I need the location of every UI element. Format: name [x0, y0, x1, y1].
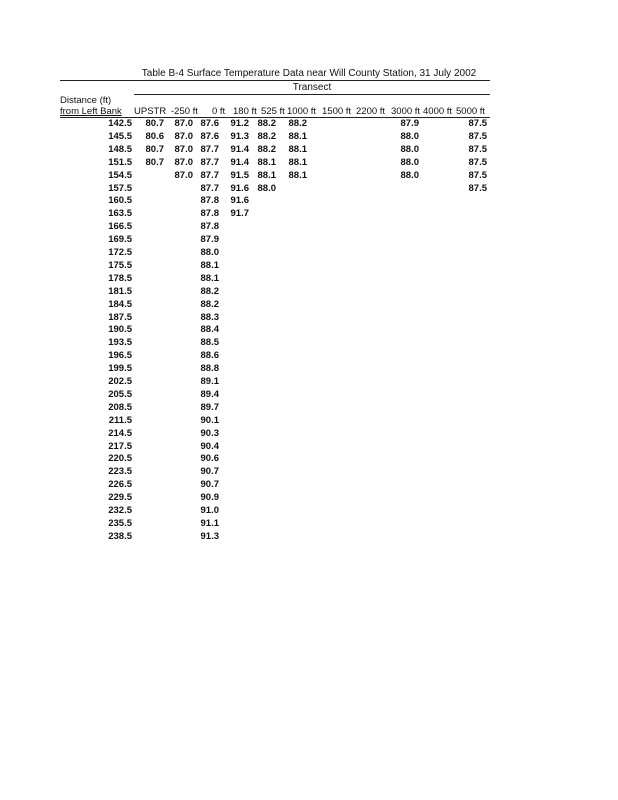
- temperature-cell: 88.2: [200, 298, 219, 310]
- distance-cell: 145.5: [108, 130, 132, 142]
- temperature-cell: 87.8: [200, 221, 219, 233]
- header-top-rule: [60, 80, 490, 81]
- distance-cell: 202.5: [108, 376, 132, 387]
- temperature-cell: 91.1: [200, 517, 219, 529]
- temperature-cell: 88.1: [257, 156, 276, 168]
- distance-cell: 211.5: [108, 414, 132, 426]
- temperature-cell: 89.7: [200, 401, 219, 413]
- temperature-cell: 88.0: [400, 156, 419, 168]
- temperature-cell: 90.7: [200, 479, 219, 491]
- distance-cell: 181.5: [108, 285, 132, 297]
- column-header: 4000 ft: [423, 106, 453, 117]
- temperature-cell: 87.5: [468, 156, 487, 168]
- temperature-cell: 87.5: [468, 182, 487, 194]
- distance-cell: 235.5: [108, 517, 132, 529]
- temperature-cell: 87.7: [200, 143, 219, 155]
- temperature-cell: 88.0: [400, 143, 419, 155]
- column-header: 180 ft: [233, 106, 257, 117]
- distance-cell: 169.5: [108, 234, 132, 246]
- distance-cell: 154.5: [108, 169, 132, 181]
- temperature-cell: 88.8: [200, 363, 219, 375]
- temperature-cell: 88.2: [257, 130, 276, 142]
- temperature-cell: 80.6: [145, 130, 164, 142]
- table-title: Table B-4 Surface Temperature Data near Will County Station, 31 July 2002: [141, 68, 477, 79]
- temperature-cell: 88.2: [288, 118, 307, 129]
- distance-cell: 193.5: [108, 337, 132, 349]
- distance-cell: 163.5: [108, 208, 132, 220]
- temperature-cell: 80.7: [145, 118, 164, 129]
- temperature-cell: 87.9: [200, 234, 219, 246]
- temperature-cell: 91.7: [230, 208, 249, 220]
- distance-cell: 190.5: [108, 324, 132, 336]
- temperature-cell: 87.0: [174, 130, 193, 142]
- temperature-cell: 88.2: [200, 285, 219, 297]
- temperature-cell: 88.0: [200, 247, 219, 258]
- distance-cell: 172.5: [108, 247, 132, 258]
- column-header: 1500 ft: [322, 106, 352, 117]
- temperature-cell: 87.0: [174, 169, 193, 181]
- temperature-cell: 88.1: [257, 169, 276, 181]
- temperature-cell: 80.7: [145, 143, 164, 155]
- temperature-cell: 87.5: [468, 130, 487, 142]
- temperature-cell: 89.4: [200, 388, 219, 400]
- distance-label-line1: Distance (ft): [60, 95, 112, 106]
- temperature-cell: 87.8: [200, 195, 219, 207]
- distance-cell: 208.5: [108, 401, 132, 413]
- temperature-cell: 90.9: [200, 492, 219, 504]
- temperature-cell: 87.7: [200, 156, 219, 168]
- distance-cell: 166.5: [108, 221, 132, 233]
- distance-cell: 232.5: [108, 505, 132, 516]
- temperature-cell: 87.0: [174, 143, 193, 155]
- distance-cell: 187.5: [108, 311, 132, 323]
- column-header: 525 ft: [261, 106, 285, 117]
- temperature-cell: 91.6: [230, 182, 249, 194]
- temperature-cell: 88.0: [257, 182, 276, 194]
- temperature-cell: 88.0: [400, 169, 419, 181]
- distance-cell: 178.5: [108, 272, 132, 284]
- distance-cell: 205.5: [108, 388, 132, 400]
- distance-cell: 199.5: [108, 363, 132, 375]
- temperature-cell: 88.2: [257, 118, 276, 129]
- distance-cell: 160.5: [108, 195, 132, 207]
- distance-cell: 175.5: [108, 259, 132, 271]
- temperature-cell: 90.3: [200, 427, 219, 439]
- transect-rule: [134, 94, 490, 95]
- distance-label-line2: from Left Bank: [60, 106, 122, 117]
- temperature-cell: 91.6: [230, 195, 249, 207]
- temperature-cell: 87.0: [174, 118, 193, 129]
- column-header: -250 ft: [171, 106, 198, 117]
- temperature-cell: 91.0: [200, 505, 219, 516]
- temperature-cell: 91.2: [230, 118, 249, 129]
- column-header: 1000 ft: [287, 106, 317, 117]
- distance-cell: 157.5: [108, 182, 132, 194]
- temperature-cell: 88.5: [200, 337, 219, 349]
- temperature-cell: 80.7: [145, 156, 164, 168]
- temperature-cell: 88.4: [200, 324, 219, 336]
- temperature-cell: 91.4: [230, 156, 249, 168]
- distance-cell: 142.5: [108, 118, 132, 129]
- column-header: UPSTR: [134, 106, 167, 117]
- temperature-cell: 88.1: [288, 169, 307, 181]
- column-header: 3000 ft: [391, 106, 421, 117]
- temperature-cell: 87.8: [200, 208, 219, 220]
- temperature-cell: 91.3: [230, 130, 249, 142]
- temperature-cell: 88.1: [200, 272, 219, 284]
- distance-cell: 151.5: [108, 156, 132, 168]
- distance-cell: 217.5: [108, 440, 132, 452]
- distance-cell: 214.5: [108, 427, 132, 439]
- temperature-cell: 88.3: [200, 311, 219, 323]
- transect-label: Transect: [292, 82, 332, 93]
- temperature-cell: 88.1: [288, 156, 307, 168]
- temperature-cell: 87.5: [468, 118, 487, 129]
- temperature-cell: 90.6: [200, 453, 219, 465]
- distance-cell: 223.5: [108, 466, 132, 478]
- temperature-cell: 91.4: [230, 143, 249, 155]
- distance-cell: 238.5: [108, 530, 132, 542]
- temperature-cell: 87.7: [200, 182, 219, 194]
- temperature-cell: 88.0: [400, 130, 419, 142]
- temperature-cell: 87.6: [200, 130, 219, 142]
- distance-cell: 229.5: [108, 492, 132, 504]
- temperature-cell: 87.7: [200, 169, 219, 181]
- temperature-cell: 88.6: [200, 350, 219, 362]
- temperature-cell: 87.0: [174, 156, 193, 168]
- temperature-cell: 89.1: [200, 376, 219, 387]
- distance-column-label: [60, 95, 122, 117]
- temperature-cell: 90.1: [200, 414, 219, 426]
- temperature-cell: 91.5: [230, 169, 249, 181]
- distance-cell: 226.5: [108, 479, 132, 491]
- temperature-cell: 87.9: [400, 118, 419, 129]
- temperature-cell: 87.5: [468, 143, 487, 155]
- temperature-cell: 88.1: [288, 143, 307, 155]
- temperature-cell: 88.2: [257, 143, 276, 155]
- column-header: 2200 ft: [356, 106, 386, 117]
- distance-cell: 184.5: [108, 298, 132, 310]
- temperature-cell: 90.4: [200, 440, 219, 452]
- temperature-cell: 87.5: [468, 169, 487, 181]
- temperature-cell: 88.1: [200, 259, 219, 271]
- temperature-cell: 88.1: [288, 130, 307, 142]
- temperature-cell: 87.6: [200, 118, 219, 129]
- distance-cell: 220.5: [108, 453, 132, 465]
- temperature-cell: 90.7: [200, 466, 219, 478]
- distance-cell: 196.5: [108, 350, 132, 362]
- distance-cell: 148.5: [108, 143, 132, 155]
- column-header: 0 ft: [212, 106, 226, 117]
- column-header: 5000 ft: [456, 106, 486, 117]
- temperature-cell: 91.3: [200, 530, 219, 542]
